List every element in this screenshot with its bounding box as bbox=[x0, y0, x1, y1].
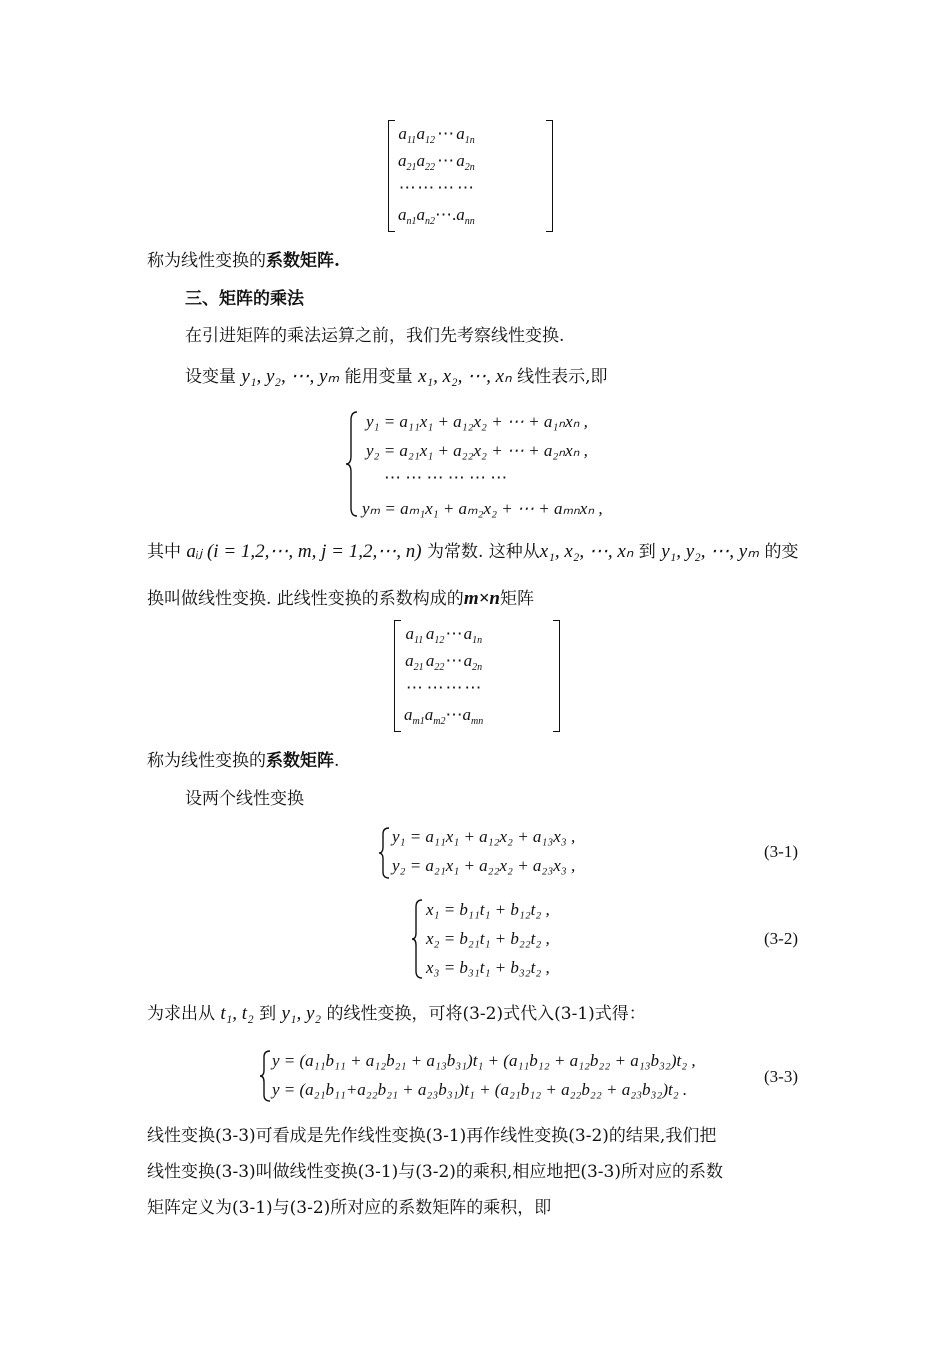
system-brace bbox=[344, 410, 360, 518]
matrix-entry: ⋯ bbox=[437, 123, 455, 143]
matrix-entry: $a_{mn}$ bbox=[462, 704, 484, 727]
math-condition: aᵢⱼ (i = 1,2,⋯, m, j = 1,2,⋯, n) bbox=[186, 541, 422, 562]
equation-row: y₁ = a₁₁x₁ + a₁₂x₂ + a₁₃x₃ , bbox=[392, 827, 576, 846]
math-to-vars: y₁, y₂, ⋯, yₘ bbox=[661, 541, 760, 562]
equation-row: yₘ = aₘ₁x₁ + aₘ₂x₂ + ⋯ + aₘₙxₙ , bbox=[362, 499, 603, 518]
matrix-left-bracket bbox=[388, 120, 395, 232]
caption-line-2 bbox=[147, 750, 339, 772]
matrix-right-bracket bbox=[546, 120, 553, 232]
equation-row: y = (a₂₁b₁₁+a₂₂b₂₁ + a₂₃b₃₁)t₁ + (a₂₁b₁₂ + a₂₂b₂₂ + a₂₃b₃₂)t₂ . bbox=[272, 1080, 688, 1099]
system-brace bbox=[258, 1049, 272, 1103]
equation-row: y = (a₁₁b₁₁ + a₁₂b₂₁ + a₁₃b₃₁)t₁ + (a₁₁b₁₂ + a₁₂b₂₂ + a₁₃b₃₂)t₂ , bbox=[272, 1051, 696, 1070]
two-transform-line: 设两个线性变换 bbox=[185, 789, 304, 809]
text: 到 bbox=[638, 542, 656, 562]
caption-bold-term: 系数矩阵 bbox=[266, 251, 334, 271]
text: 矩阵 bbox=[500, 589, 534, 609]
matrix-entry: $a_{2n}$ bbox=[456, 150, 475, 173]
matrix-entry: $a_{12}$ bbox=[416, 123, 435, 146]
matrix-entry: $a_{nn}$ bbox=[456, 204, 475, 227]
matrix-entry: ⋯ bbox=[457, 177, 474, 197]
matrix-entry: $a_{12}$ bbox=[425, 623, 445, 646]
matrix-entry: ⋯ bbox=[437, 150, 455, 170]
text: 其中 bbox=[147, 542, 181, 562]
caption-suffix: . bbox=[334, 251, 340, 271]
text: 的线性变换，可将(3-2)式代入(3-1)式得： bbox=[326, 1004, 646, 1024]
matrix-entry: ⋯ bbox=[398, 177, 416, 197]
text: 能用变量 bbox=[344, 367, 413, 387]
math-y-vars: y₁, y₂ bbox=[281, 1003, 322, 1024]
equation-tag: (3-2) bbox=[764, 929, 798, 948]
caption-line bbox=[147, 250, 340, 272]
math-dimension: m×n bbox=[463, 588, 500, 609]
caption-bold-term: 系数矩阵 bbox=[266, 751, 334, 771]
matrix-entry: ⋯ bbox=[426, 677, 444, 697]
text: 线性表示,即 bbox=[517, 367, 608, 387]
matrix-entry: $a_{21}$ bbox=[398, 150, 417, 173]
variables-line bbox=[185, 366, 607, 388]
matrix-right-bracket bbox=[553, 620, 560, 732]
coefficient-matrix-top bbox=[388, 120, 553, 232]
matrix-entry: ⋯ bbox=[437, 177, 455, 197]
equation-row: x₂ = b₂₁t₁ + b₂₂t₂ , bbox=[426, 929, 550, 948]
matrix-cells bbox=[398, 120, 475, 228]
paragraph-line: 线性变换(3-3)叫做线性变换(3-1)与(3-2)的乘积,相应地把(3-3)所对应的系数 bbox=[147, 1162, 723, 1182]
math-from-vars: x₁, x₂, ⋯, xₙ bbox=[539, 541, 634, 562]
math-t-vars: t₁, t₂ bbox=[220, 1003, 254, 1024]
matrix-entry: ⋯ bbox=[445, 704, 463, 724]
system-brace bbox=[410, 898, 424, 980]
math-x-vars: x₁, x₂, ⋯, xₙ bbox=[418, 366, 512, 387]
matrix-entry: $a_{m2}$ bbox=[424, 704, 446, 727]
condition-line bbox=[147, 541, 798, 563]
equation-row: x₃ = b₃₁t₁ + b₃₂t₂ , bbox=[426, 958, 550, 977]
matrix-entry: $a_{m1}$ bbox=[404, 704, 425, 727]
equation-row: y₂ = a₂₁x₁ + a₂₂x₂ + ⋯ + a₂ₙxₙ , bbox=[366, 441, 588, 460]
matrix-entry: ⋯ bbox=[405, 677, 423, 697]
matrix-entry: $a_{1n}$ bbox=[463, 623, 483, 646]
equation-ellipsis-row: ⋯ ⋯ ⋯ ⋯ ⋯ ⋯ bbox=[384, 468, 508, 487]
caption-text: 称为线性变换的 bbox=[147, 251, 266, 271]
matrix-entry: $a_{1n}$ bbox=[456, 123, 475, 146]
text: 设变量 bbox=[185, 367, 236, 387]
math-y-vars: y₁, y₂, ⋯, yₘ bbox=[241, 366, 340, 387]
equation-row: y₂ = a₂₁x₁ + a₂₂x₂ + a₂₃x₃ , bbox=[392, 856, 576, 875]
equation-tag: (3-1) bbox=[764, 842, 798, 861]
system-brace bbox=[377, 826, 391, 880]
matrix-entry: $a_{21}$ bbox=[405, 650, 424, 673]
matrix-cells bbox=[404, 620, 483, 728]
section-heading: 三、矩阵的乘法 bbox=[185, 289, 304, 309]
matrix-entry: $a_{22}$ bbox=[416, 150, 435, 173]
matrix-left-bracket bbox=[394, 620, 401, 732]
equation-tag: (3-3) bbox=[764, 1067, 798, 1086]
matrix-entry: ⋯ bbox=[445, 623, 463, 643]
matrix-entry: $a_{n1}$ bbox=[398, 204, 417, 227]
text: 为求出从 bbox=[147, 1004, 215, 1024]
substitution-line bbox=[147, 1003, 646, 1025]
text: 到 bbox=[259, 1004, 277, 1024]
matrix-entry: ⋯ bbox=[445, 650, 463, 670]
matrix-entry: $a_{2n}$ bbox=[463, 650, 483, 673]
coefficient-matrix-mn bbox=[394, 620, 560, 732]
equation-row: y₁ = a₁₁x₁ + a₁₂x₂ + ⋯ + a₁ₙxₙ , bbox=[366, 412, 588, 431]
matrix-entry: ⋯ bbox=[445, 677, 463, 697]
matrix-intro-line bbox=[147, 588, 534, 610]
equation-row: x₁ = b₁₁t₁ + b₁₂t₂ , bbox=[426, 900, 550, 919]
matrix-entry: ⋯. bbox=[435, 204, 457, 224]
matrix-entry: ⋯ bbox=[464, 677, 482, 697]
matrix-entry: ⋯ bbox=[417, 177, 435, 197]
matrix-entry: $a_{22}$ bbox=[425, 650, 445, 673]
intro-paragraph: 在引进矩阵的乘法运算之前，我们先考察线性变换. bbox=[185, 326, 565, 346]
paragraph-line: 矩阵定义为(3-1)与(3-2)所对应的系数矩阵的乘积，即 bbox=[147, 1198, 552, 1218]
matrix-entry: $a_{11}$ bbox=[398, 123, 417, 146]
matrix-entry: $a_{11}$ bbox=[405, 623, 424, 646]
text: 为常数. 这种从 bbox=[426, 542, 540, 562]
caption-suffix: . bbox=[334, 751, 340, 771]
text: 的变 bbox=[764, 542, 799, 562]
text: 换叫做线性变换. 此线性变换的系数构成的 bbox=[147, 589, 464, 609]
matrix-entry: $a_{n2}$ bbox=[416, 204, 435, 227]
paragraph-line: 线性变换(3-3)可看成是先作线性变换(3-1)再作线性变换(3-2)的结果,我们把 bbox=[147, 1126, 717, 1146]
caption-text: 称为线性变换的 bbox=[147, 751, 266, 771]
